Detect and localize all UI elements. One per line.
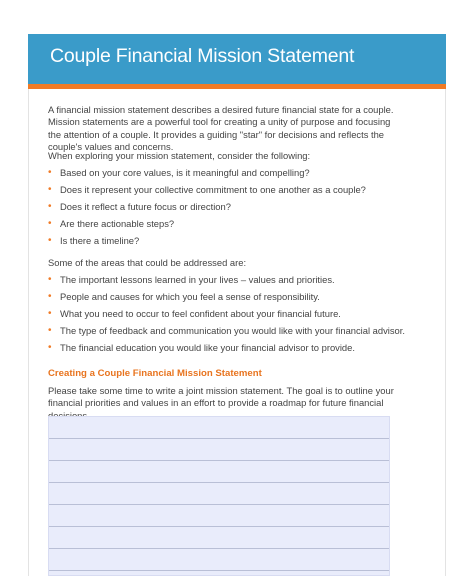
- list-item: [48, 184, 408, 201]
- writing-line: [49, 548, 389, 549]
- bullet-icon: •: [48, 167, 52, 178]
- list-item-text: Does it represent your collective commitment to one another as a couple?: [60, 184, 366, 195]
- bullet-icon: •: [48, 218, 52, 229]
- list-item: [48, 235, 408, 252]
- list-item-text: People and causes for which you feel a sense of responsibility.: [60, 291, 320, 302]
- consider-list: [48, 167, 408, 252]
- list-item-text: Is there a timeline?: [60, 235, 140, 246]
- writing-line: [49, 570, 389, 571]
- list-item: [48, 325, 408, 342]
- consider-lead: When exploring your mission statement, consider the following:: [48, 150, 311, 161]
- bullet-icon: •: [48, 308, 52, 319]
- list-item-text: The important lessons learned in your lives – values and priorities.: [60, 274, 335, 285]
- writing-line: [49, 482, 389, 483]
- bullet-icon: •: [48, 201, 52, 212]
- list-item: [48, 218, 408, 235]
- areas-list: [48, 274, 408, 359]
- writing-line: [49, 504, 389, 505]
- list-item: [48, 308, 408, 325]
- list-item-text: Based on your core values, is it meaningful and compelling?: [60, 167, 310, 178]
- writing-line: [49, 438, 389, 439]
- intro-paragraph: A financial mission statement describes a desired future financial state for a couple. Mission statements are a powerful tool for creating a unity of purpose and focusing the attention of a couple. It provides a guiding "star" for decisions and reflects the couple's values and concerns.: [48, 104, 394, 152]
- document-title: Couple Financial Mission Statement: [50, 45, 355, 67]
- list-item: [48, 342, 408, 359]
- writing-line: [49, 460, 389, 461]
- section-paragraph: Please take some time to write a joint mission statement. The goal is to outline your financial priorities and values in an effort to provide a roadmap for future financial: [48, 385, 394, 409]
- list-item-text: What you need to occur to feel confident about your financial future.: [60, 308, 341, 319]
- list-item-text: Are there actionable steps?: [60, 218, 175, 229]
- title-bar: [28, 34, 446, 89]
- list-item: [48, 167, 408, 184]
- bullet-icon: •: [48, 342, 52, 353]
- bullet-icon: •: [48, 291, 52, 302]
- list-item-text: The type of feedback and communication you would like with your financial advisor.: [60, 325, 405, 336]
- list-item-text: The financial education you would like your financial advisor to provide.: [60, 342, 355, 353]
- bullet-icon: •: [48, 325, 52, 336]
- areas-lead: Some of the areas that could be addressed are:: [48, 257, 247, 268]
- bullet-icon: •: [48, 184, 52, 195]
- list-item: [48, 274, 408, 291]
- writing-area[interactable]: [48, 416, 390, 576]
- bullet-icon: •: [48, 274, 52, 285]
- writing-line: [49, 526, 389, 527]
- list-item: [48, 201, 408, 218]
- list-item-text: Does it reflect a future focus or direction?: [60, 201, 231, 212]
- list-item: [48, 291, 408, 308]
- bullet-icon: •: [48, 235, 52, 246]
- section-heading: Creating a Couple Financial Mission Statement: [48, 368, 262, 379]
